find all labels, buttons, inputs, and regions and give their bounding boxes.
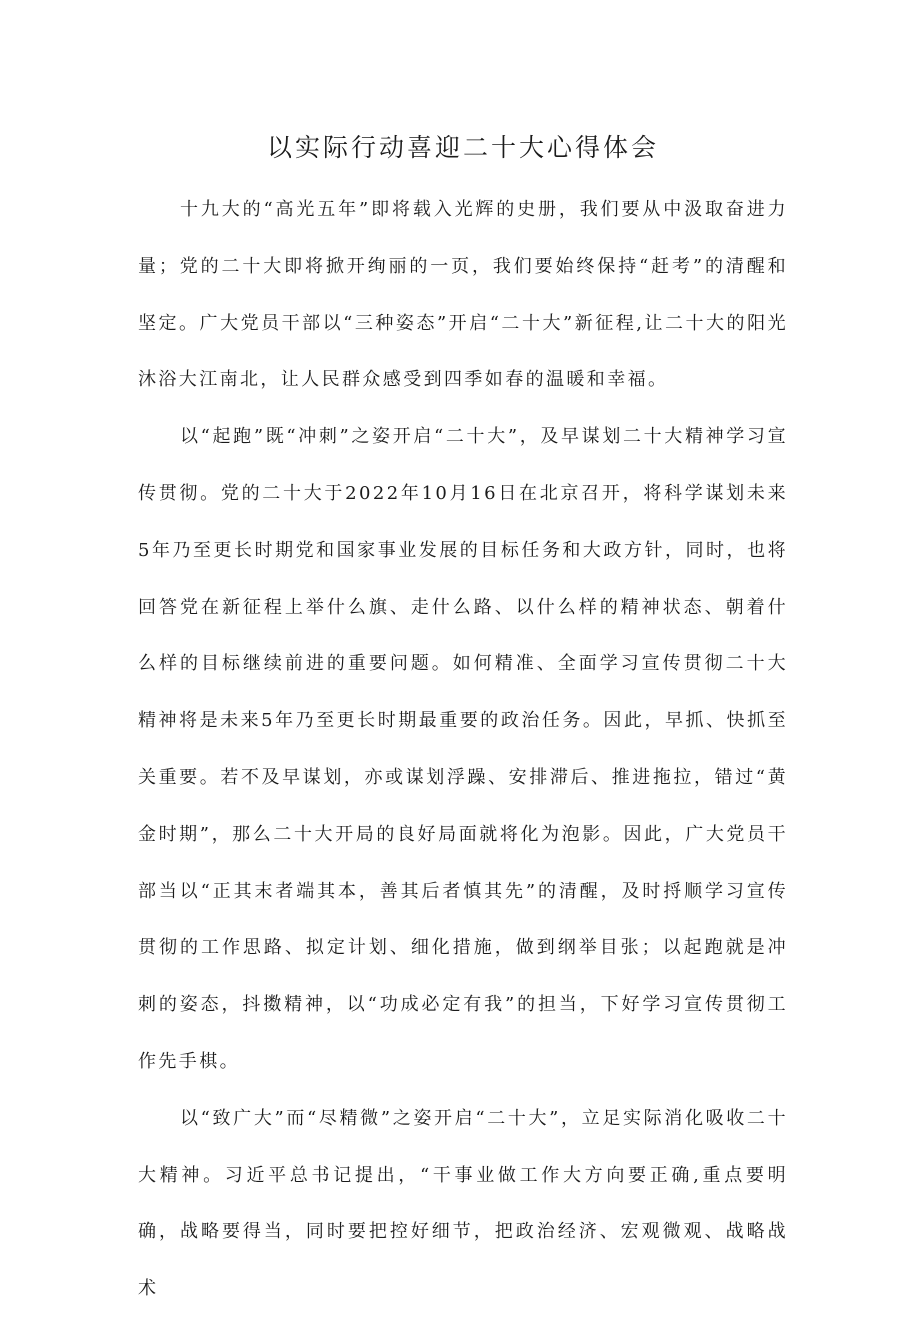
paragraph-2: 以“起跑”既“冲刺”之姿开启“二十大”，及早谋划二十大精神学习宣传贯彻。党的二十大于2022年10月16日在北京召开，将科学谋划未来5年乃至更长时期党和国家事业发展的目标任务和大政方针，同时，也将回答党在新征程上举什么旗、走什么路、以什么样的精神状态、朝着什么样的目标继续前进的重要问题。如何精准、全面学习宣传贯彻二十大精神将是未来5年乃至更长时期最重要的政治任务。因此，早抓、快抓至关重要。若不及早谋划，亦或谋划浮躁、安排滞后、推进拖拉，错过“黄金时期”，那么二十大开局的良好局面就将化为泡影。因此，广大党员干部当以“正其末者端其本，善其后者慎其先”的清醒，及时捋顺学习宣传贯彻的工作思路、拟定计划、细化措施，做到纲举目张；以起跑就是冲刺的姿态，抖擞精神，以“功成必定有我”的担当，下好学习宣传贯彻工作先手棋。 xyxy=(138,426,788,1072)
paragraph-1: 十九大的“高光五年”即将载入光辉的史册，我们要从中汲取奋进力量；党的二十大即将掀开绚丽的一页，我们要始终保持“赶考”的清醒和坚定。广大党员干部以“三种姿态”开启“二十大”新征程,让二十大的阳光沐浴大江南北，让人民群众感受到四季如春的温暖和幸福。 xyxy=(138,199,788,391)
paragraph-3: 以“致广大”而“尽精微”之姿开启“二十大”，立足实际消化吸收二十大精神。习近平总书记提出，“干事业做工作大方向要正确,重点要明确，战略要得当，同时要把控好细节，把政治经济、宏观微观、战略战术 xyxy=(138,1107,788,1300)
document-title: 以实际行动喜迎二十大心得体会 xyxy=(266,133,659,162)
